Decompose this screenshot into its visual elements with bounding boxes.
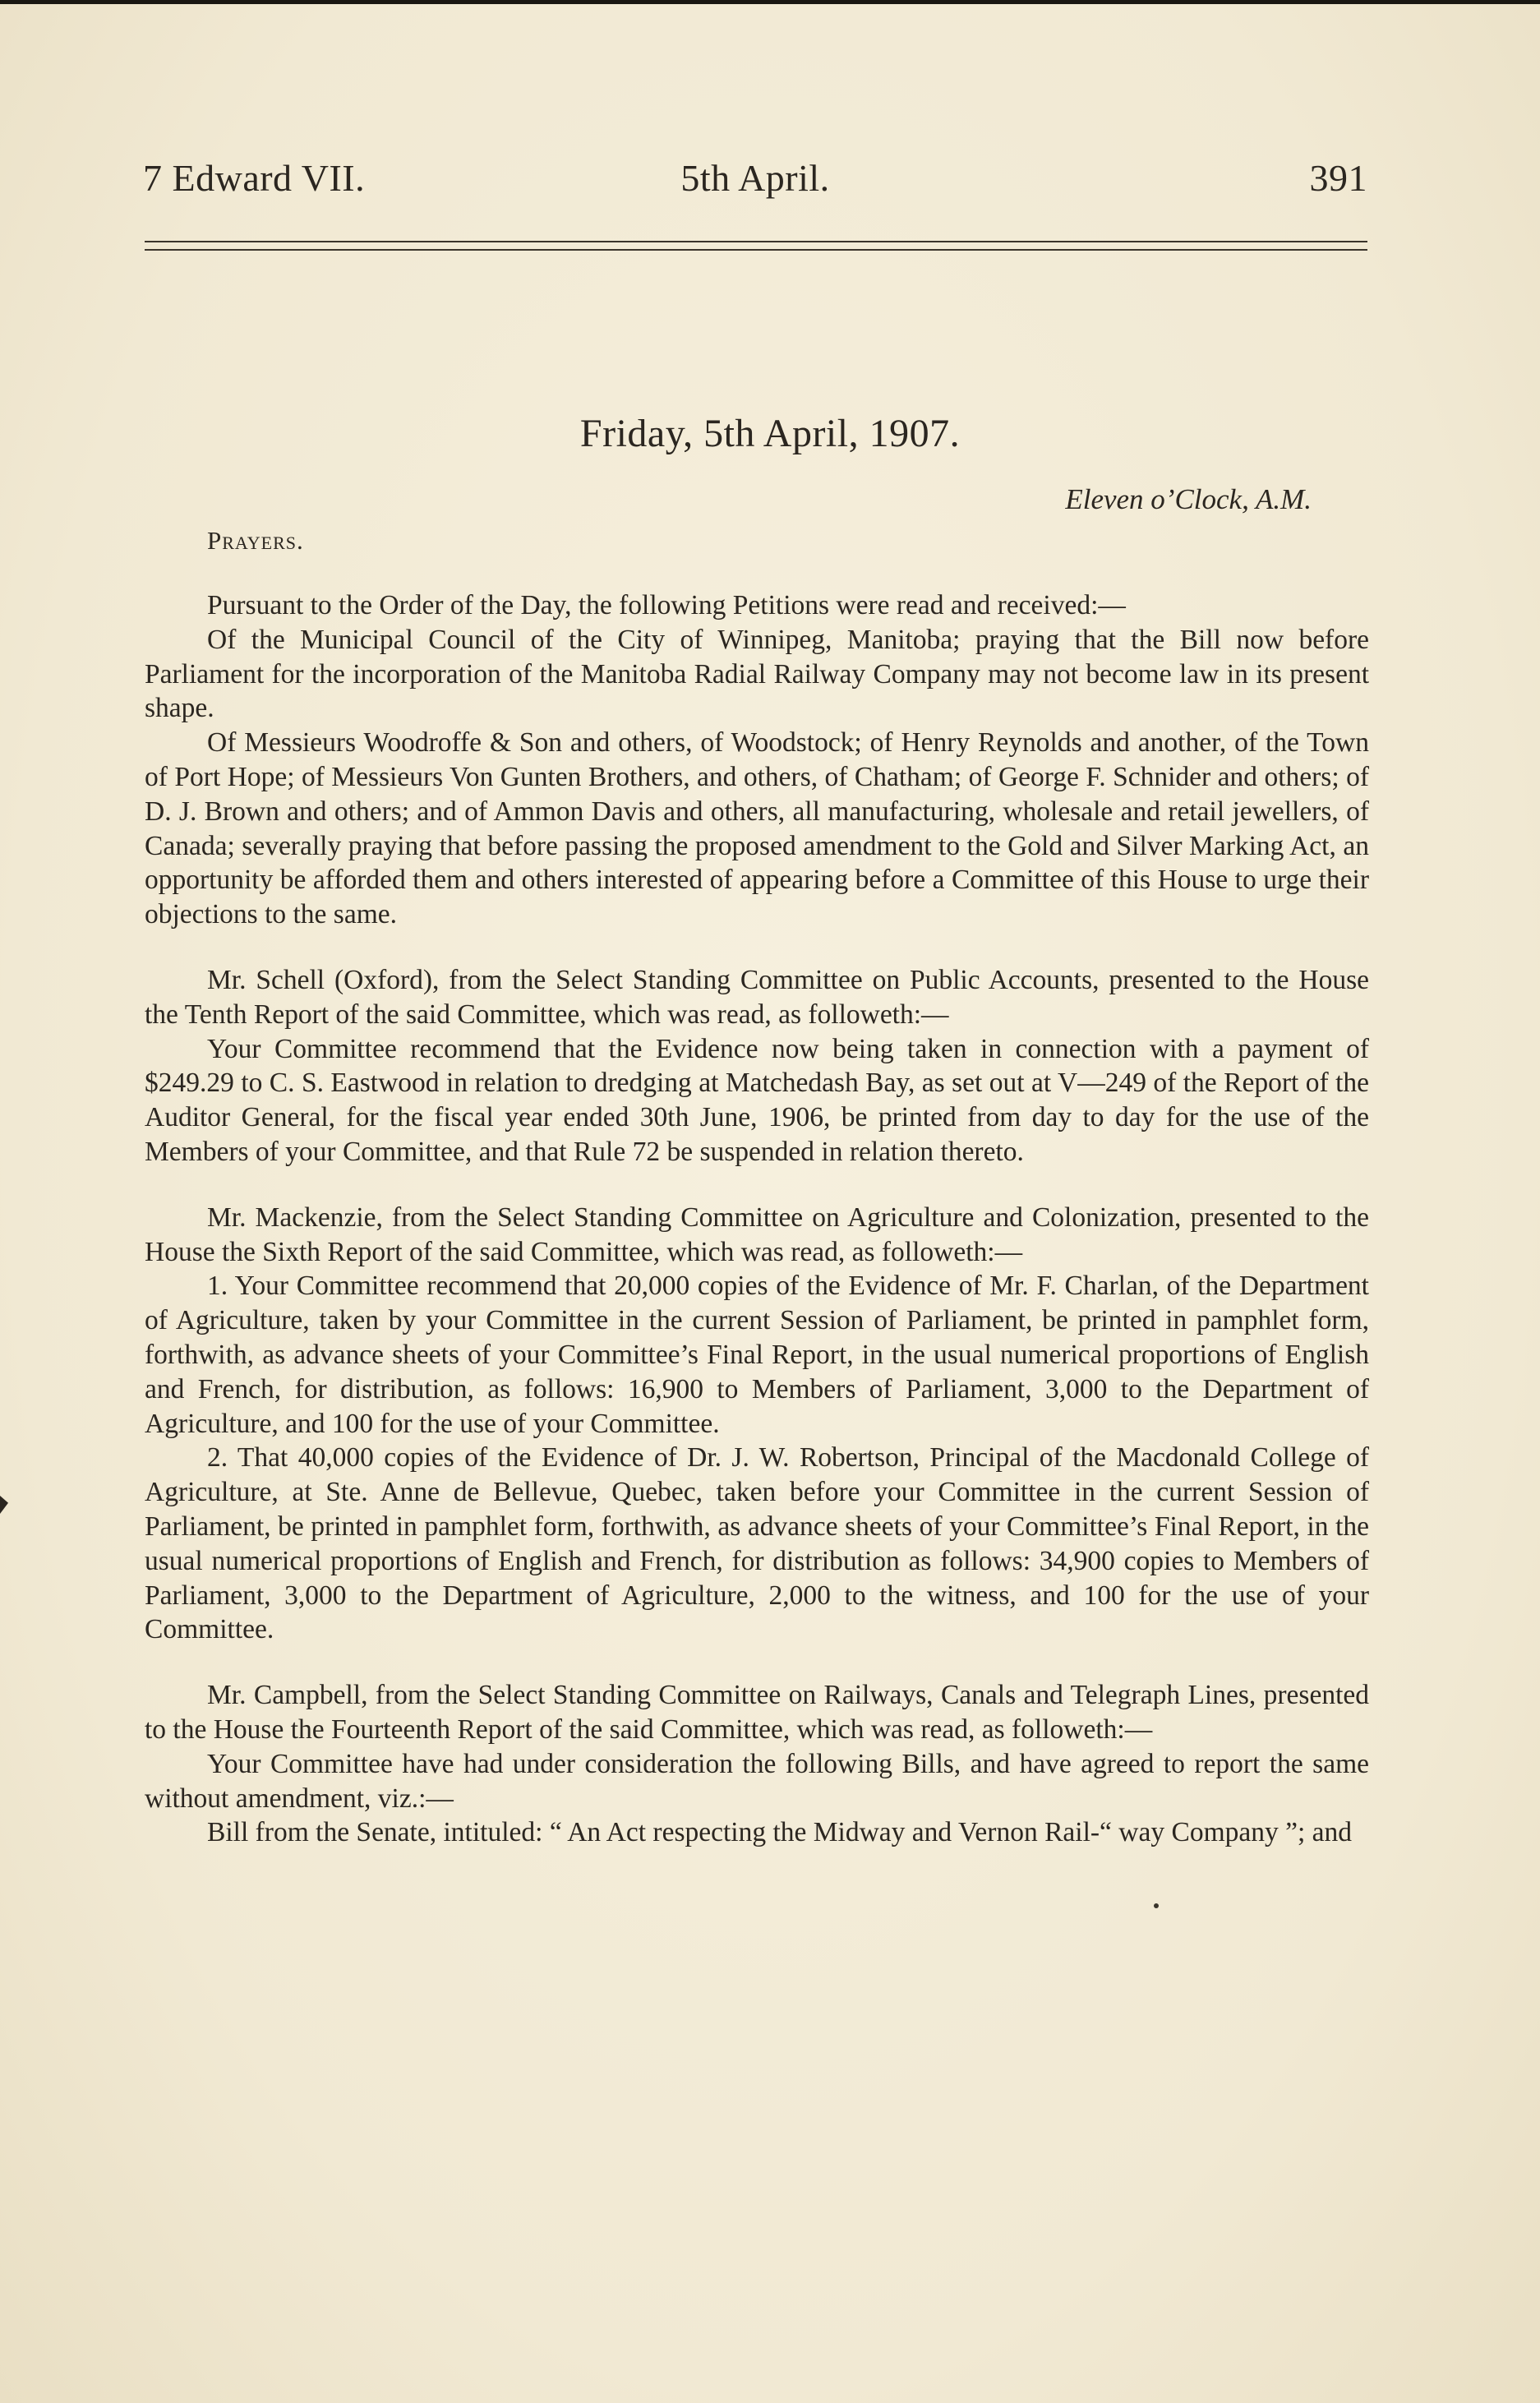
- paragraph-railways: Mr. Campbell, from the Select Standing Committee on Railways, Canals and Telegraph Lines, presented to the House the Fourteenth Report of the said Committee, which was read, as followeth:—: [145, 1680, 1369, 1745]
- paragraph-agriculture: Mr. Mackenzie, from the Select Standing Committee on Agriculture and Colonization, presented to the House the Sixth Report of the said Committee, which was read, as followeth:—: [145, 1202, 1369, 1267]
- journal-body: [145, 588, 1369, 1850]
- paragraph-senate-bill: Bill from the Senate, intituled: “ An Act respecting the Midway and Vernon Rail-“ way Company ”; and: [207, 1817, 1353, 1848]
- margin-mark: [0, 1496, 8, 1514]
- paragraph-jewellers-petition: Of Messieurs Woodroffe & Son and others, of Woodstock; of Henry Reynolds and another, of the Town of Port Hope; of Messieurs Von Gunten Brothers, and others, of Chatham; of George F. Schnider and others; of D. J. Brown and others; and of Ammon Davis and others, all manufacturing, wholesale and retail jewellers, of Canada; severally praying that before passing the proposed amendment to the Gold and Silver Marking Act, an opportunity be afforded them and others interested of appearing before a Committee of this House to urge their objections to the same.: [145, 727, 1369, 930]
- page-number: 391: [1309, 157, 1367, 199]
- top-border: [0, 0, 1540, 4]
- paragraph-public-accounts: Mr. Schell (Oxford), from the Select Standing Committee on Public Accounts, presented to the House the Tenth Report of the said Committee, which was read, as followeth:—: [145, 964, 1369, 1030]
- header-reign: 7 Edward VII.: [143, 157, 366, 199]
- sitting-time: Eleven o’Clock, A.M.: [1065, 483, 1312, 515]
- paragraph-agriculture-item-1: 1. Your Committee recommend that 20,000 copies of the Evidence of Mr. F. Charlan, of the Department of Agriculture, taken by your Committee in the current Session of Parliament, be printed in pamphlet form, forthwith, as advance sheets of your Committee’s Final Report, in the usual numerical proportions of English and French, for distribution, as follows: 16,900 to Members of Parliament, 3,000 to the Department of Agriculture, and 100 for the use of your Committee.: [145, 1271, 1369, 1439]
- running-header: [143, 156, 1367, 214]
- paragraph-petitions-intro: Pursuant to the Order of the Day, the following Petitions were read and received:—: [207, 590, 1126, 620]
- header-date: 5th April.: [680, 157, 830, 199]
- paragraph-public-accounts-report: Your Committee recommend that the Evidence now being taken in connection with a payment of $249.29 to C. S. Eastwood in relation to dredging at Matchedash Bay, as set out at V—249 of the Report of the Auditor General, for the fiscal year ended 30th June, 1906, be printed from day to day for the use of the Members of your Committee, and that Rule 72 be suspended in relation thereto.: [145, 1033, 1369, 1167]
- paragraph-winnipeg-petition: Of the Municipal Council of the City of Winnipeg, Manitoba; praying that the Bill now before Parliament for the incorporation of the Manitoba Radial Railway Company may not become law in its present shape.: [145, 624, 1369, 724]
- paragraph-agriculture-item-2: 2. That 40,000 copies of the Evidence of Dr. J. W. Robertson, Principal of the Macdonald College of Agriculture, at Ste. Anne de Bellevue, Quebec, taken before your Committee in the current Session of Parliament, be printed in pamphlet form, forthwith, as advance sheets of your Committee’s Final Report, in the usual numerical proportions of English and French, for distribution as follows: 34,900 copies to Members of Parliament, 3,000 to the Department of Agriculture, 2,000 to the witness, and 100 for the use of your Committee.: [145, 1442, 1369, 1645]
- paragraph-railways-bills: Your Committee have had under consideration the following Bills, and have agreed to report the same without amendment, viz.:—: [145, 1748, 1369, 1814]
- date-title: Friday, 5th April, 1907.: [579, 412, 961, 455]
- header-rule: [145, 241, 1367, 251]
- prayers-heading: Prayers.: [207, 526, 304, 555]
- ink-speck: [1154, 1903, 1159, 1908]
